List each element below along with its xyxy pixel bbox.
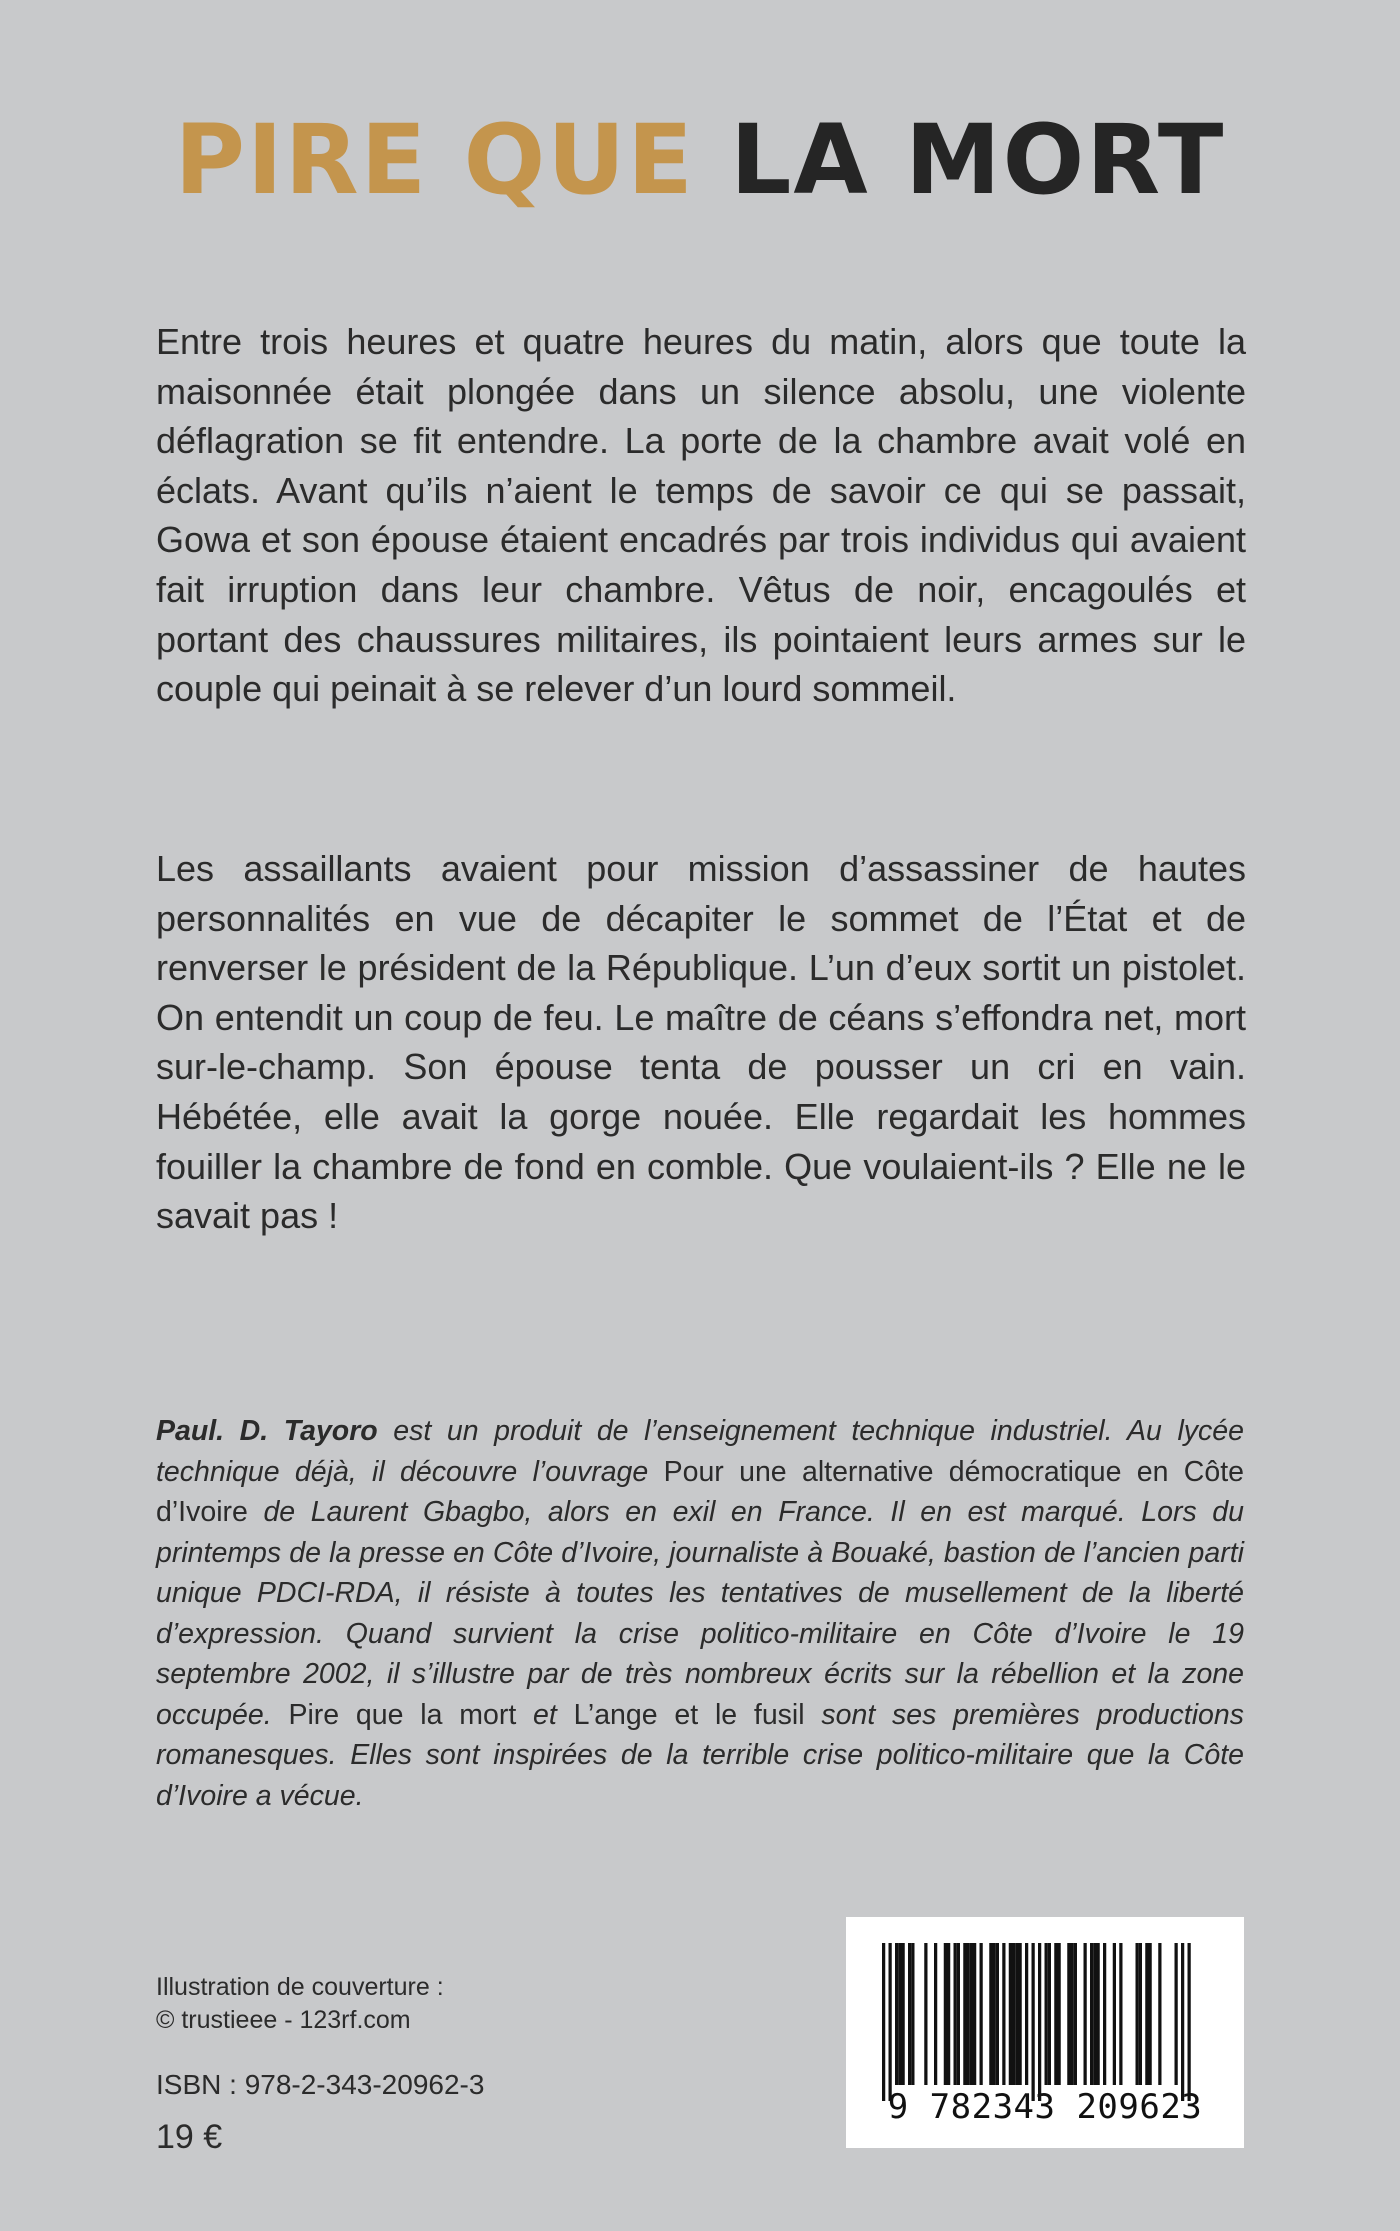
barcode-bar [963,1943,966,2085]
bio-text: est un produit de l’enseignement technique industriel. Au lycée technique déjà, il découvre l’ouvrage [156,1415,1244,1488]
barcode-bar [1149,1943,1152,2085]
barcode [846,1917,1244,2148]
bio-text: sont ses premières productions romanesques. Elles sont inspirées de la terrible crise politico-militaire que la Côte d’Ivoire a vécue. [156,1698,1245,1812]
barcode-bar [1175,1943,1178,2085]
barcode-bar [1009,1943,1012,2085]
barcode-bar [1054,1943,1057,2085]
barcode-bar [970,1943,973,2085]
barcode-bar [924,1943,927,2085]
barcode-bar [1058,1943,1061,2085]
price-label: 19 € [156,2118,223,2156]
credit-source: © trustieee - 123rf.com [156,2006,411,2034]
barcode-bar [1048,1943,1051,2085]
barcode-bar [1025,1943,1028,2085]
barcode-bar [973,1943,976,2085]
blurb-paragraph-2: Les assaillants avaient pour mission d’assassiner de hautes personnalités en vue de décapiter le sommet de l’État et de renverser le président de la République. L’un d’eux sortit un pistolet. On entendit un coup de feu. Le maître de céans s’effondra net, mort sur-le-champ. Son épouse tenta de pousser un cri en vain. Hébétée, elle avait la gorge nouée. Elle regardait les hommes fouiller la chambre de fond en comble. Que voulaient-ils ? Elle ne le savait pas ! [156,848,1246,1237]
barcode-bar [882,1943,885,2101]
cover-illustration-credit [156,1971,444,2037]
author-name: Paul. D. Tayoro [156,1415,378,1447]
barcode-bar [1012,1943,1015,2085]
barcode-bar [1038,1943,1041,2101]
bio-person-name: Laurent Gbagbo [310,1496,525,1528]
bio-text: et [516,1698,574,1731]
barcode-bar [1084,1943,1087,2085]
barcode-bar [993,1943,996,2085]
barcode-bar [1071,1943,1074,2085]
barcode-bar [1019,1943,1022,2085]
credit-label: Illustration de couverture : [156,1973,444,2001]
barcode-digits: 9 782343 209623 [887,2087,1203,2127]
author-bio [156,1411,1244,1816]
barcode-bar [1002,1943,1005,2085]
barcode-bar [1032,1943,1035,2101]
barcode-bar [1103,1943,1106,2085]
bio-work-title: L’ange et le fusil [573,1698,805,1731]
barcode-bar [1045,1943,1048,2085]
bio-text: , alors en exil en France. Il en est marqué. Lors du printemps de la presse en Côte d’Ivoire, journaliste à Bouaké, bastion de l’ancien parti unique PDCI-RDA, il résiste à toutes les tentatives de musellement de la liberté d’expression. Quand survient la crise politico-militaire en Côte d’Ivoire le 19 septembre 2002, il s’illustre par de très nombreux écrits sur la rébellion et la zone occupée. [156,1496,1244,1731]
barcode-bar [1188,1943,1191,2101]
barcode-bar [908,1943,911,2085]
barcode-bar [1015,1943,1018,2085]
barcode-bar [1093,1943,1096,2085]
barcode-bar [1145,1943,1148,2085]
barcode-bar [1139,1943,1142,2085]
barcode-bar [1067,1943,1070,2085]
bio-text: de [247,1496,311,1528]
title-part-dark: LA MORT [730,104,1226,216]
barcode-bar [954,1943,957,2085]
barcode-bar [898,1943,901,2085]
barcode-bar [1136,1943,1139,2085]
barcode-bar [1113,1943,1116,2085]
bio-work-title: Pour une alternative démocratique en Côte d’Ivoire [156,1455,1245,1528]
barcode-bar [889,1943,892,2101]
barcode-bar [957,1943,960,2085]
barcode-bar [1074,1943,1077,2085]
barcode-bar [996,1943,999,2085]
book-title [0,104,1400,216]
barcode-bar [967,1943,970,2085]
barcode-bar [944,1943,947,2085]
blurb-paragraph-1: Entre trois heures et quatre heures du matin, alors que toute la maisonnée était plongée dans un silence absolu, une violente déflagration se fit entendre. La porte de la chambre avait volé en éclats. Avant qu’ils n’aient le temps de savoir ce qui se passait, Gowa et son épouse étaient encadrés par trois individus qui avaient fait irruption dans leur chambre. Vêtus de noir, encagoulés et portant des chaussures militaires, ils pointaient leurs armes sur le couple qui peinait à se relever d’un lourd sommeil. [156,321,1246,710]
barcode-bar [1158,1943,1161,2085]
barcode-bar [1119,1943,1122,2085]
barcode-bar [1090,1943,1093,2085]
barcode-bar [911,1943,914,2085]
isbn-number: ISBN : 978-2-343-20962-3 [156,2069,485,2100]
barcode-bar [1097,1943,1100,2085]
title-part-gold: PIRE QUE [174,104,695,216]
barcode-bar [934,1943,937,2085]
bio-work-title: Pire que la mort [288,1698,517,1731]
barcode-bar [947,1943,950,2085]
barcode-bar [989,1943,992,2085]
barcode-bar [902,1943,905,2085]
barcode-bar [1181,1943,1184,2101]
barcode-bar [980,1943,983,2085]
barcode-bar [895,1943,898,2085]
